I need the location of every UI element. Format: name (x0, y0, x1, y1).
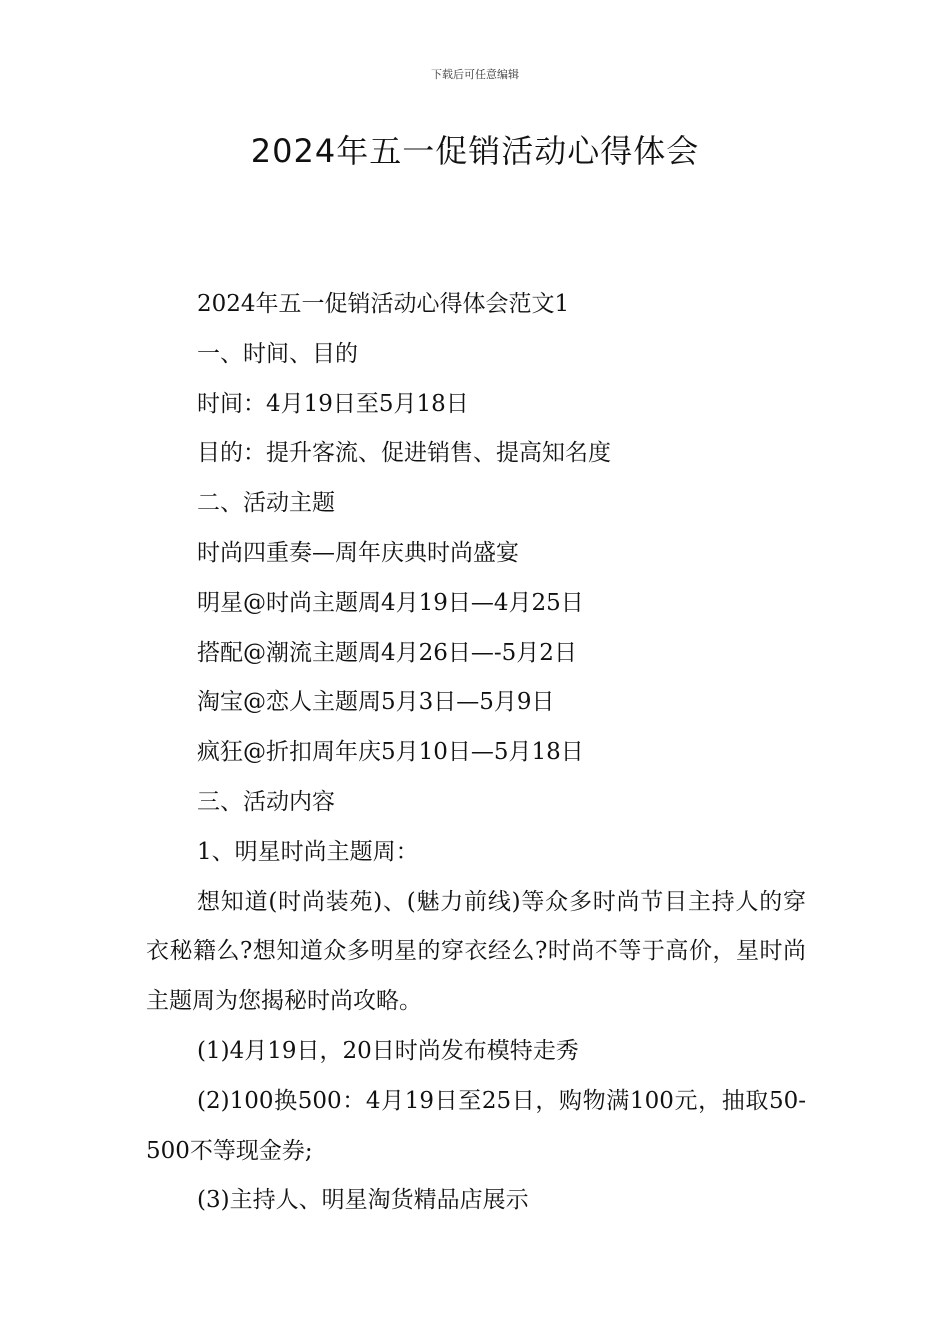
document-title: 2024年五一促销活动心得体会 (250, 132, 700, 170)
paragraph: 搭配@潮流主题周4月26日—-5月2日 (197, 639, 577, 666)
paragraph: 目的：提升客流、促进销售、提高知名度 (197, 440, 611, 467)
paragraph: 一、时间、目的 (197, 340, 358, 367)
paragraph: 三、活动内容 (197, 788, 335, 815)
paragraph: (1)4月19日，20日时尚发布模特走秀 (197, 1037, 579, 1064)
paragraph: 疯狂@折扣周年庆5月10日—5月18日 (197, 739, 584, 766)
paragraph: (2)100换500：4月19日至25日，购物满100元，抽取50-500不等现金券; (146, 1087, 806, 1164)
header-note: 下载后可任意编辑 (431, 68, 519, 81)
paragraph: (3)主持人、明星淘货精品店展示 (197, 1187, 529, 1214)
paragraph: 1、明星时尚主题周： (197, 838, 419, 865)
paragraph: 想知道(时尚装苑)、(魅力前线)等众多时尚节目主持人的穿衣秘籍么?想知道众多明星的穿衣经么?时尚不等于高价，星时尚主题周为您揭秘时尚攻略。 (146, 888, 806, 1015)
paragraph: 明星@时尚主题周4月19日—4月25日 (197, 589, 584, 616)
paragraph: 时间：4月19日至5月18日 (197, 390, 469, 417)
paragraph: 时尚四重奏—周年庆典时尚盛宴 (197, 539, 519, 566)
paragraph: 2024年五一促销活动心得体会范文1 (197, 291, 570, 317)
paragraph: 二、活动主题 (197, 490, 335, 517)
paragraph: 淘宝@恋人主题周5月3日—5月9日 (197, 689, 555, 716)
document-body (146, 280, 806, 1226)
